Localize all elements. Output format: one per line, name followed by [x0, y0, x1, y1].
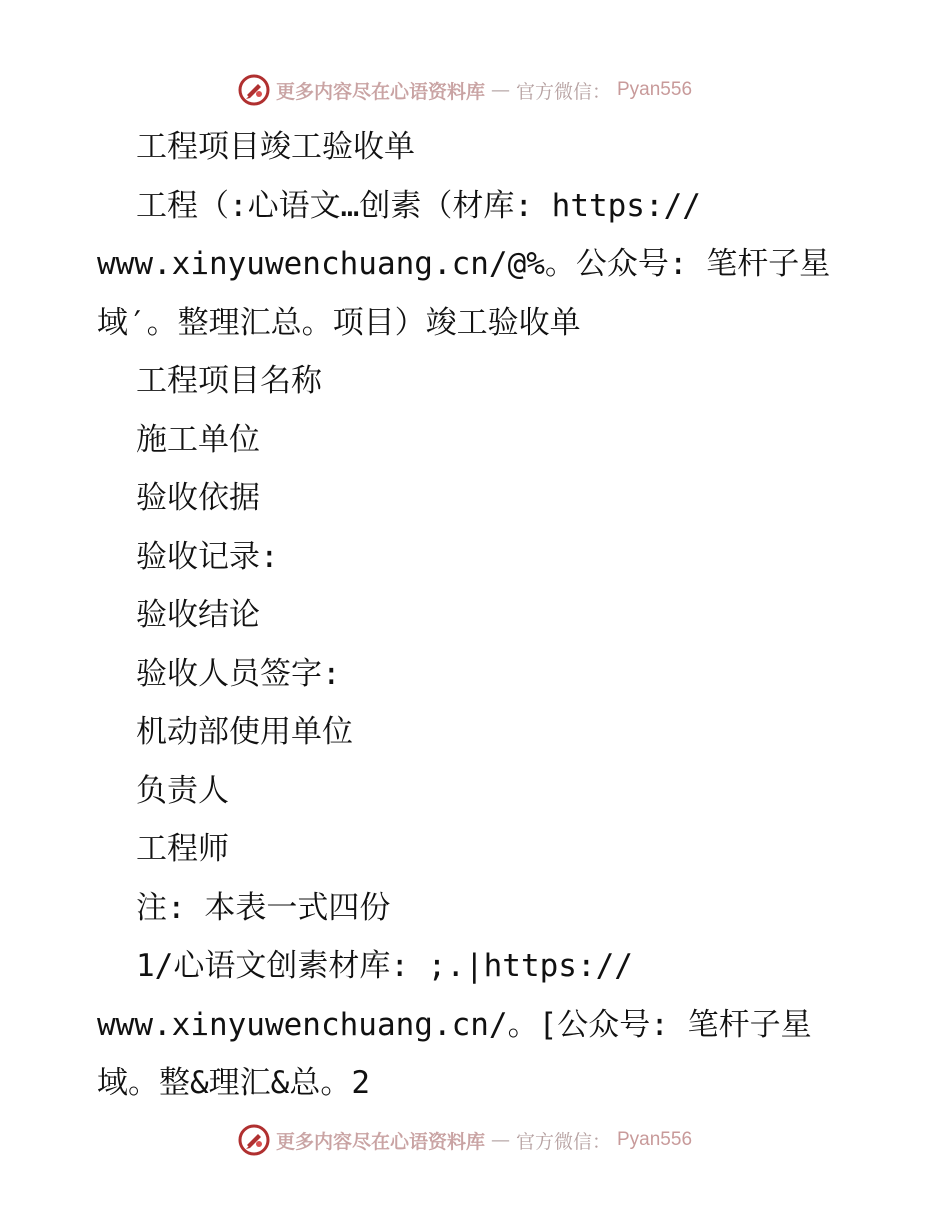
field-acceptance-signatures: 验收人员签字: [136, 655, 341, 692]
intro-line: 工程（:心语文…创素（材库: https:// [136, 187, 701, 224]
banner-wechat-id: Pyan556 [617, 79, 693, 100]
banner-main-text: 更多内容尽在心语资料库 [275, 80, 485, 103]
header-banner [0, 70, 950, 110]
field-project-name: 工程项目名称 [136, 363, 322, 399]
intro-line: www.xinyuwenchuang.cn/@%。公众号: 笔杆子星 [97, 246, 831, 282]
footer-banner [0, 1120, 950, 1160]
banner-sub-text: 官方微信： [515, 80, 611, 103]
footer-line: www.xinyuwenchuang.cn/。[公众号: 笔杆子星 [97, 1006, 812, 1043]
document-body [97, 118, 837, 1113]
field-acceptance-record: 验收记录: [136, 538, 279, 575]
field-responsible-person: 负责人 [136, 772, 229, 809]
document-title: 工程项目竣工验收单 [136, 129, 415, 165]
banner-main-text: 更多内容尽在心语资料库 [275, 1130, 485, 1153]
footer-line: 域。整&理汇&总。2 [97, 1065, 370, 1101]
field-engineer: 工程师 [136, 831, 229, 867]
field-construction-unit: 施工单位 [136, 421, 260, 458]
intro-line: 域′。整理汇总。项目）竣工验收单 [97, 304, 581, 341]
banner-separator: — [490, 1129, 510, 1151]
logo-icon [238, 1124, 270, 1156]
logo-icon [238, 74, 270, 106]
footer-line: 1/心语文创素材库: ;.|https:// [136, 948, 633, 984]
banner-sub-text: 官方微信： [515, 1130, 611, 1153]
field-note: 注: 本表一式四份 [136, 889, 391, 926]
field-using-unit: 机动部使用单位 [136, 714, 353, 750]
field-acceptance-conclusion: 验收结论 [136, 597, 260, 633]
banner-wechat-id: Pyan556 [617, 1129, 693, 1150]
banner-separator: — [490, 79, 510, 101]
field-acceptance-basis: 验收依据 [136, 480, 260, 516]
